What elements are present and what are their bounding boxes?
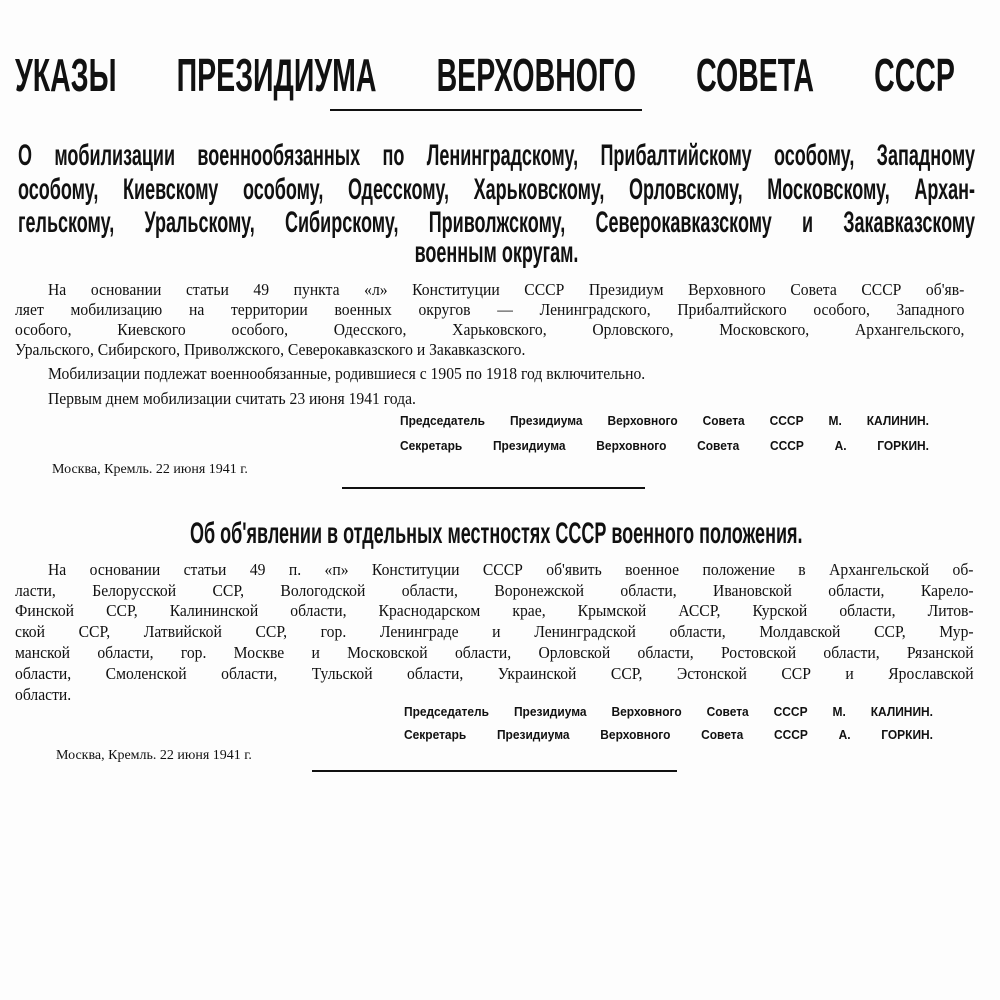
decree-2-body-line: области, Смоленской области, Тульской области, Украинской ССР, Эстонской ССР и Ярославской [15,664,974,683]
decree-1-body-line: Мобилизации подлежат военнообязанные, родившиеся с 1905 по 1918 год включительно. [48,364,646,383]
signature-chairman: Председатель Президиума Верховного Совета СССР М. КАЛИНИН. [404,704,933,719]
decree-2-body-line: области. [15,685,72,704]
decree-1-body-line: Уральского, Сибирского, Приволжского, Северокавказского и Закавказского. [15,340,526,359]
decree-2-heading: Об об'явлении в отдельных местностях СССР военного положения. [190,517,803,550]
decree-2-body-line: ласти, Белорусской ССР, Вологодской области, Воронежской области, Ивановской области, Карело- [15,581,974,600]
decree-2-body-line: Финской ССР, Калининской области, Краснодарском крае, Крымской АССР, Курской области, Литов- [15,601,974,620]
signature-chairman: Председатель Президиума Верховного Совета СССР М. КАЛИНИН. [400,413,929,428]
decree-1-body-line: особого, Киевского особого, Одесского, Харьковского, Орловского, Московского, Архангельского, [15,320,965,339]
signature-secretary: Секретарь Президиума Верховного Совета СССР А. ГОРКИН. [404,727,933,742]
decree-1-heading-line: О мобилизации военнообязанных по Ленинградскому, Прибалтийскому особому, Западному [18,139,976,172]
decree-1-heading-line: особому, Киевскому особому, Одесскому, Харьковскому, Орловскому, Московскому, Архан- [18,173,976,206]
place-date: Москва, Кремль. 22 июня 1941 г. [52,462,248,477]
decree-2-body-line: На основании статьи 49 п. «п» Конституции СССР об'явить военное положение в Архангельской об- [48,560,974,579]
divider [342,487,645,489]
decree-1-body-line: На основании статьи 49 пункта «л» Конституции СССР Президиум Верховного Совета СССР об'яв- [48,280,965,299]
decree-1-body-line: ляет мобилизацию на территории военных округов — Ленинградского, Прибалтийского особого, Западного [15,300,965,319]
divider [312,770,677,772]
decree-1-heading-line: гельскому, Уральскому, Сибирскому, Приволжскому, Северокавказскому и Закавказскому [18,206,976,239]
decree-1-heading-line: военным округам. [414,236,579,269]
place-date: Москва, Кремль. 22 июня 1941 г. [56,748,252,763]
decree-2-body-line: ской ССР, Латвийской ССР, гор. Ленинграде и Ленинградской области, Молдавской ССР, Мур- [15,622,974,641]
decree-2-body-line: манской области, гор. Москве и Московской области, Орловской области, Ростовской области, Рязанской [15,643,974,662]
divider [330,109,642,111]
decree-1-body-line: Первым днем мобилизации считать 23 июня 1941 года. [48,389,416,408]
signature-secretary: Секретарь Президиума Верховного Совета СССР А. ГОРКИН. [400,438,929,453]
page-title: УКАЗЫ ПРЕЗИДИУМА ВЕРХОВНОГО СОВЕТА СССР [15,49,955,101]
